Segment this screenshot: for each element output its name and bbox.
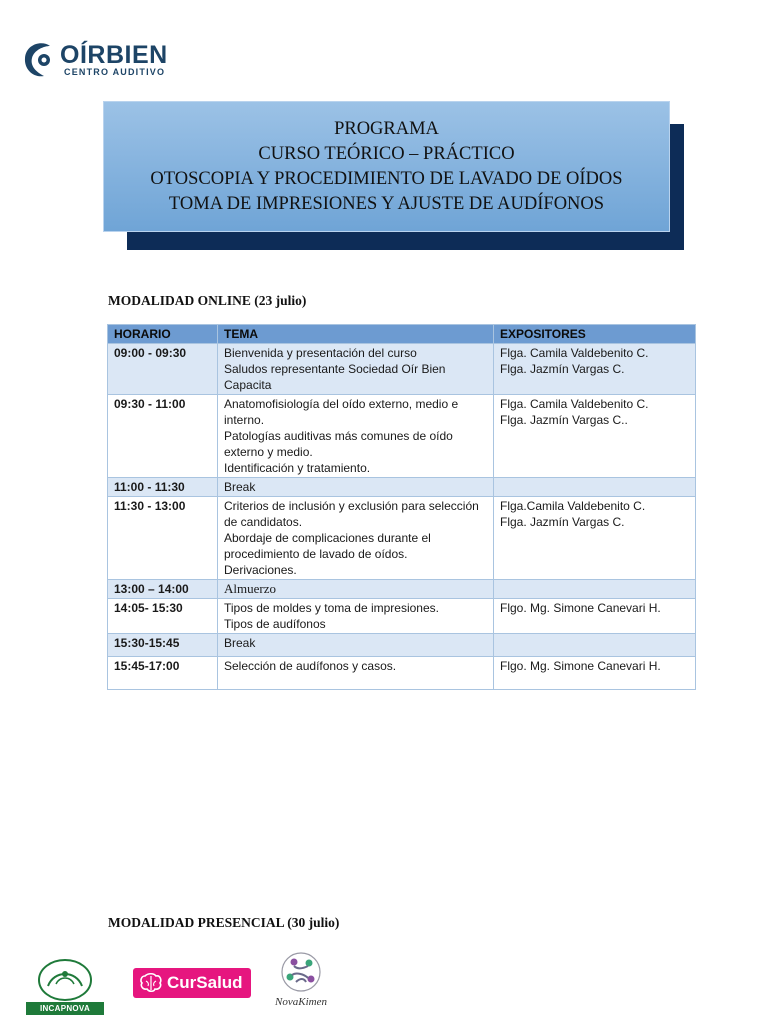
topic-line: Saludos representante Sociedad Oír Bien Capacita	[224, 362, 446, 392]
presencial-section-title: MODALIDAD PRESENCIAL (30 julio)	[108, 915, 340, 930]
header-expositores: EXPOSITORES	[494, 325, 696, 344]
novakimen-emblem-icon	[268, 950, 334, 996]
incapnova-label: INCAPNOVA	[26, 1002, 104, 1015]
row-speakers	[494, 497, 696, 580]
topic-line: Tipos de moldes y toma de impresiones.	[224, 601, 439, 615]
row-topic	[218, 657, 494, 690]
row-time: 11:30 - 13:00	[108, 497, 218, 580]
header-tema: TEMA	[218, 325, 494, 344]
table-row	[108, 395, 696, 478]
speaker-line: Flgo. Mg. Simone Canevari H.	[500, 601, 661, 615]
table-row	[108, 478, 696, 497]
online-section-title: MODALIDAD ONLINE (23 julio)	[108, 293, 307, 308]
row-speakers	[494, 634, 696, 657]
banner-line: OTOSCOPIA Y PROCEDIMIENTO DE LAVADO DE OÍDOS	[150, 168, 623, 189]
speaker-line: Flga. Camila Valdebenito C.	[500, 397, 649, 411]
topic-line: Derivaciones.	[224, 563, 297, 577]
row-topic	[218, 395, 494, 478]
topic-line: Break	[224, 480, 256, 494]
cursalud-label: CurSalud	[167, 973, 243, 992]
footer-logos	[0, 950, 768, 1024]
row-topic	[218, 580, 494, 599]
row-time: 14:05- 15:30	[108, 599, 218, 634]
banner-line: PROGRAMA	[334, 118, 439, 139]
row-speakers	[494, 580, 696, 599]
row-topic	[218, 497, 494, 580]
topic-line: Abordaje de complicaciones durante el procedimiento de lavado de oídos.	[224, 531, 431, 561]
ear-logo-icon	[20, 38, 64, 82]
row-time: 09:00 - 09:30	[108, 344, 218, 395]
row-speakers	[494, 344, 696, 395]
row-speakers	[494, 395, 696, 478]
row-time: 15:45-17:00	[108, 657, 218, 690]
row-topic	[218, 599, 494, 634]
speaker-line: Flga. Camila Valdebenito C.	[500, 346, 649, 360]
incapnova-logo	[26, 956, 104, 1018]
row-speakers	[494, 478, 696, 497]
row-time: 13:00 – 14:00	[108, 580, 218, 599]
speaker-line: Flga.Camila Valdebenito C.	[500, 499, 646, 513]
topic-line: Break	[224, 636, 256, 650]
novakimen-label: NovaKimen	[275, 996, 327, 1008]
row-topic	[218, 478, 494, 497]
row-speakers	[494, 599, 696, 634]
program-banner	[103, 101, 670, 232]
cursalud-logo	[133, 968, 251, 998]
speaker-line: Flga. Jazmín Vargas C.	[500, 515, 625, 529]
row-topic	[218, 634, 494, 657]
speaker-line: Flga. Jazmín Vargas C.	[500, 362, 625, 376]
table-row	[108, 580, 696, 599]
banner-line: CURSO TEÓRICO – PRÁCTICO	[258, 143, 515, 164]
topic-line: Tipos de audífonos	[224, 617, 326, 631]
row-speakers	[494, 657, 696, 690]
table-row	[108, 657, 696, 690]
topic-line: Bienvenida y presentación del curso	[224, 346, 417, 360]
speaker-line: Flga. Jazmín Vargas C..	[500, 413, 628, 427]
schedule-table	[107, 324, 696, 690]
topic-line: Almuerzo	[224, 581, 276, 596]
novakimen-logo	[268, 950, 334, 1020]
topic-line: Anatomofisiología del oído externo, medio e interno.	[224, 397, 459, 427]
table-header-row	[108, 325, 696, 344]
topic-line: Criterios de inclusión y exclusión para selección de candidatos.	[224, 499, 479, 529]
header-horario: HORARIO	[108, 325, 218, 344]
table-row	[108, 599, 696, 634]
row-time: 09:30 - 11:00	[108, 395, 218, 478]
table-row	[108, 497, 696, 580]
banner-line: TOMA DE IMPRESIONES Y AJUSTE DE AUDÍFONOS	[168, 193, 605, 214]
incapnova-emblem-icon	[26, 956, 104, 1002]
table-row	[108, 344, 696, 395]
brain-icon	[139, 972, 163, 994]
topic-line: Selección de audífonos y casos.	[224, 659, 397, 673]
topic-line: Identificación y tratamiento.	[224, 461, 371, 475]
row-time: 15:30-15:45	[108, 634, 218, 657]
oirbien-logo	[20, 38, 180, 82]
table-row	[108, 634, 696, 657]
speaker-line: Flgo. Mg. Simone Canevari H.	[500, 659, 661, 673]
row-time: 11:00 - 11:30	[108, 478, 218, 497]
logo-subtitle: CENTRO AUDITIVO	[64, 67, 166, 77]
row-topic	[218, 344, 494, 395]
logo-name: OÍRBIEN	[60, 41, 168, 69]
topic-line: Patologías auditivas más comunes de oído externo y medio.	[224, 429, 453, 459]
